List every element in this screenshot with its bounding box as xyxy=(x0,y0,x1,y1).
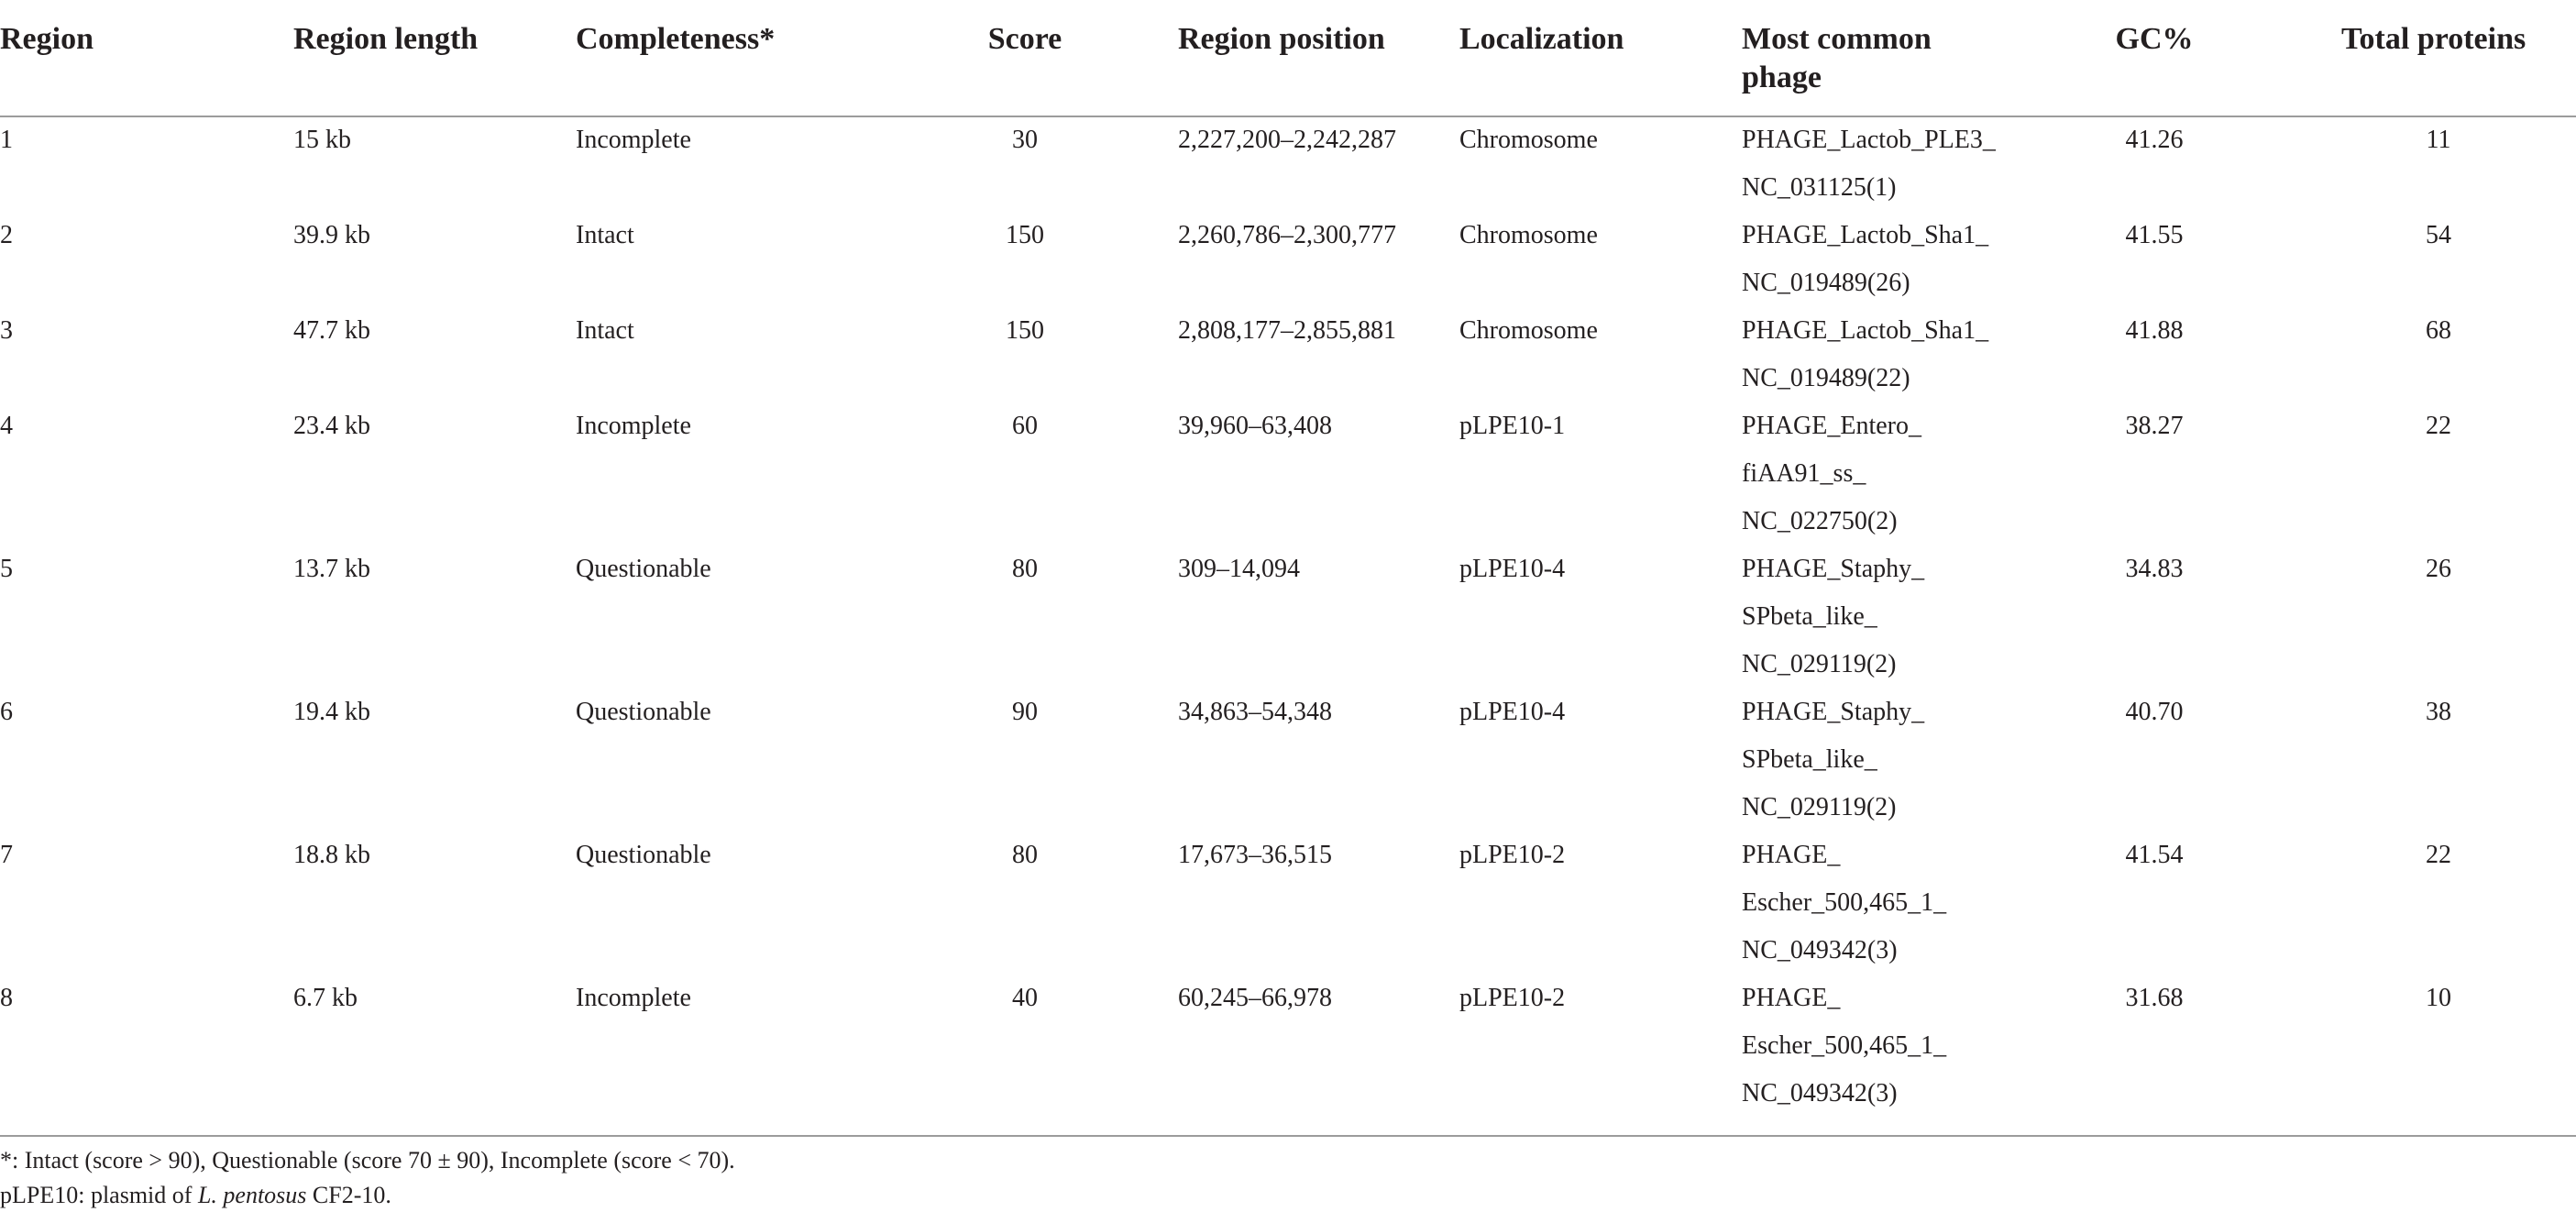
header-region: Region xyxy=(0,22,94,56)
cell-most-common-phage xyxy=(1742,212,1988,307)
cell-localization: Chromosome xyxy=(1459,126,1598,154)
phage-name-line: NC_029119(2) xyxy=(1742,793,1897,821)
phage-name-line: Escher_500,465_1_ xyxy=(1742,1031,1947,1060)
cell-gc: 38.27 xyxy=(2125,412,2184,440)
phage-name-line: NC_022750(2) xyxy=(1742,507,1898,535)
cell-gc: 31.68 xyxy=(2125,984,2184,1012)
footnote-plasmid-prefix: pLPE10: plasmid of xyxy=(0,1182,198,1208)
cell-most-common-phage xyxy=(1742,116,1996,212)
cell-total-proteins: 11 xyxy=(2426,126,2451,154)
cell-region-length: 15 kb xyxy=(293,126,351,154)
cell-total-proteins: 38 xyxy=(2426,698,2451,726)
cell-most-common-phage xyxy=(1742,689,1924,832)
cell-localization: pLPE10-2 xyxy=(1459,984,1566,1012)
phage-name-line: NC_031125(1) xyxy=(1742,173,1897,202)
cell-region-length: 47.7 kb xyxy=(293,316,370,345)
phage-name-line: NC_019489(22) xyxy=(1742,364,1910,392)
cell-score: 30 xyxy=(1012,126,1038,154)
cell-score: 80 xyxy=(1012,841,1038,869)
cell-total-proteins: 22 xyxy=(2426,412,2451,440)
cell-region-position: 309–14,094 xyxy=(1178,555,1300,583)
cell-completeness: Intact xyxy=(576,316,634,345)
header-region-length: Region length xyxy=(293,22,479,56)
cell-region-length: 23.4 kb xyxy=(293,412,370,440)
cell-region-length: 39.9 kb xyxy=(293,221,370,249)
cell-score: 90 xyxy=(1012,698,1038,726)
header-total-proteins: Total proteins xyxy=(2341,22,2526,56)
phage-name-line: PHAGE_ xyxy=(1742,984,1841,1012)
cell-region-position: 2,808,177–2,855,881 xyxy=(1178,316,1396,345)
cell-gc: 34.83 xyxy=(2125,555,2184,583)
cell-total-proteins: 26 xyxy=(2426,555,2451,583)
phage-name-line: PHAGE_Entero_ xyxy=(1742,412,1921,440)
cell-completeness: Incomplete xyxy=(576,126,691,154)
header-gc: GC% xyxy=(2115,22,2194,56)
footnote-plasmid xyxy=(0,1178,735,1213)
cell-most-common-phage xyxy=(1742,975,1946,1118)
cell-localization: pLPE10-2 xyxy=(1459,841,1566,869)
cell-completeness: Questionable xyxy=(576,555,711,583)
cell-region: 8 xyxy=(0,984,13,1012)
footnote-score-legend: *: Intact (score > 90), Questionable (score 70 ± 90), Incomplete (score < 70). xyxy=(0,1147,735,1173)
phage-name-line: SPbeta_like_ xyxy=(1742,602,1877,631)
phage-name-line: PHAGE_ xyxy=(1742,841,1841,869)
footnote-plasmid-suffix: CF2-10. xyxy=(306,1182,391,1208)
header-score: Score xyxy=(987,22,1062,56)
cell-region-position: 2,260,786–2,300,777 xyxy=(1178,221,1396,249)
phage-name-line: NC_019489(26) xyxy=(1742,269,1910,297)
cell-region: 3 xyxy=(0,316,13,345)
cell-localization: pLPE10-4 xyxy=(1459,555,1566,583)
cell-completeness: Questionable xyxy=(576,841,711,869)
cell-region-length: 6.7 kb xyxy=(293,984,358,1012)
cell-region: 5 xyxy=(0,555,13,583)
cell-region-position: 39,960–63,408 xyxy=(1178,412,1332,440)
cell-region-position: 60,245–66,978 xyxy=(1178,984,1332,1012)
phage-name-line: NC_029119(2) xyxy=(1742,650,1897,678)
header-most-common-phage-line2: phage xyxy=(1742,61,1822,94)
cell-most-common-phage xyxy=(1742,545,1924,689)
cell-localization: pLPE10-1 xyxy=(1459,412,1566,440)
cell-gc: 41.26 xyxy=(2125,126,2184,154)
header-localization: Localization xyxy=(1459,22,1624,56)
phage-name-line: NC_049342(3) xyxy=(1742,936,1898,964)
header-most-common-phage-line1: Most common xyxy=(1742,22,1932,56)
cell-gc: 40.70 xyxy=(2125,698,2184,726)
phage-name-line: PHAGE_Lactob_Sha1_ xyxy=(1742,221,1989,249)
phage-name-line: Escher_500,465_1_ xyxy=(1742,888,1947,917)
cell-localization: Chromosome xyxy=(1459,221,1598,249)
phage-name-line: fiAA91_ss_ xyxy=(1742,459,1866,488)
cell-region-position: 34,863–54,348 xyxy=(1178,698,1332,726)
cell-score: 150 xyxy=(1006,221,1044,249)
bottom-rule xyxy=(0,1135,2576,1137)
cell-completeness: Incomplete xyxy=(576,412,691,440)
cell-score: 80 xyxy=(1012,555,1038,583)
phage-name-line: PHAGE_Staphy_ xyxy=(1742,698,1925,726)
cell-region: 1 xyxy=(0,126,13,154)
cell-most-common-phage xyxy=(1742,307,1988,402)
cell-total-proteins: 54 xyxy=(2426,221,2451,249)
phage-name-line: NC_049342(3) xyxy=(1742,1079,1898,1107)
table-header-row xyxy=(0,0,2576,117)
cell-score: 40 xyxy=(1012,984,1038,1012)
cell-gc: 41.88 xyxy=(2125,316,2184,345)
header-most-common-phage xyxy=(1742,20,1932,97)
cell-completeness: Questionable xyxy=(576,698,711,726)
cell-region-length: 19.4 kb xyxy=(293,698,370,726)
cell-score: 60 xyxy=(1012,412,1038,440)
cell-region-length: 18.8 kb xyxy=(293,841,370,869)
cell-score: 150 xyxy=(1006,316,1044,345)
cell-region: 2 xyxy=(0,221,13,249)
cell-region: 7 xyxy=(0,841,13,869)
cell-most-common-phage xyxy=(1742,402,1921,545)
header-completeness: Completeness* xyxy=(576,22,776,56)
phage-name-line: PHAGE_Lactob_Sha1_ xyxy=(1742,316,1989,345)
cell-localization: Chromosome xyxy=(1459,316,1598,345)
cell-total-proteins: 22 xyxy=(2426,841,2451,869)
cell-completeness: Incomplete xyxy=(576,984,691,1012)
cell-region-position: 17,673–36,515 xyxy=(1178,841,1332,869)
header-region-position: Region position xyxy=(1178,22,1385,56)
cell-total-proteins: 10 xyxy=(2426,984,2451,1012)
cell-gc: 41.54 xyxy=(2125,841,2184,869)
cell-region-position: 2,227,200–2,242,287 xyxy=(1178,126,1396,154)
cell-most-common-phage xyxy=(1742,832,1946,975)
cell-total-proteins: 68 xyxy=(2426,316,2451,345)
footnote-species: L. pentosus xyxy=(197,1182,307,1208)
phage-name-line: PHAGE_Staphy_ xyxy=(1742,555,1925,583)
cell-localization: pLPE10-4 xyxy=(1459,698,1566,726)
cell-completeness: Intact xyxy=(576,221,634,249)
cell-region-length: 13.7 kb xyxy=(293,555,370,583)
cell-gc: 41.55 xyxy=(2125,221,2184,249)
cell-region: 4 xyxy=(0,412,13,440)
table-footnotes xyxy=(0,1143,735,1213)
cell-region: 6 xyxy=(0,698,13,726)
phage-name-line: PHAGE_Lactob_PLE3_ xyxy=(1742,126,1996,154)
phage-name-line: SPbeta_like_ xyxy=(1742,745,1877,774)
